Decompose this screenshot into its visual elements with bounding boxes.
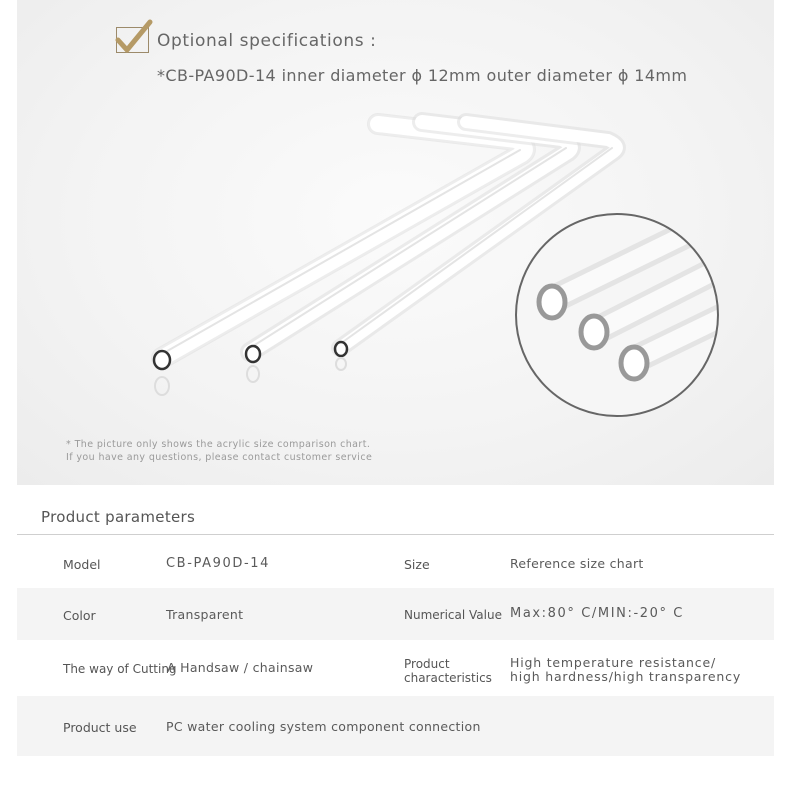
label-numerical-value: Numerical Value (404, 608, 502, 622)
label-product-use: Product use (63, 720, 137, 735)
value-product-use: PC water cooling system component connection (166, 719, 481, 734)
optional-spec-title: Optional specifications : (157, 31, 377, 51)
value-characteristics-1: High temperature resistance/ (510, 655, 716, 670)
label-characteristics-1: Product (404, 657, 450, 671)
param-row-cutting (17, 642, 774, 694)
label-model: Model (63, 557, 101, 572)
label-size: Size (404, 557, 430, 572)
param-row-use (17, 696, 774, 756)
value-numerical: Max:80° C/MIN:-20° C (510, 606, 684, 621)
tube-closeup-image (512, 212, 722, 418)
value-color: Transparent (166, 607, 244, 622)
disclaimer-line-1: * The picture only shows the acrylic size comparison chart. (66, 439, 371, 450)
value-model: CB-PA90D-14 (166, 556, 270, 571)
disclaimer-line-2: If you have any questions, please contact customer service (66, 452, 373, 463)
label-color: Color (63, 608, 96, 623)
label-cutting: The way of Cutting (63, 662, 177, 676)
spec-line: *CB-PA90D-14 inner diameter ϕ 12mm outer diameter ϕ 14mm (157, 66, 688, 85)
value-characteristics-2: high hardness/high transparency (510, 669, 742, 684)
section-title: Product parameters (41, 508, 196, 526)
label-characteristics-2: characteristics (404, 671, 492, 685)
param-row-model (17, 538, 774, 586)
value-size: Reference size chart (510, 556, 644, 571)
section-divider (17, 534, 774, 535)
checkmark-icon (112, 18, 154, 58)
value-cutting: A Handsaw / chainsaw (167, 660, 314, 675)
param-row-color (17, 588, 774, 640)
